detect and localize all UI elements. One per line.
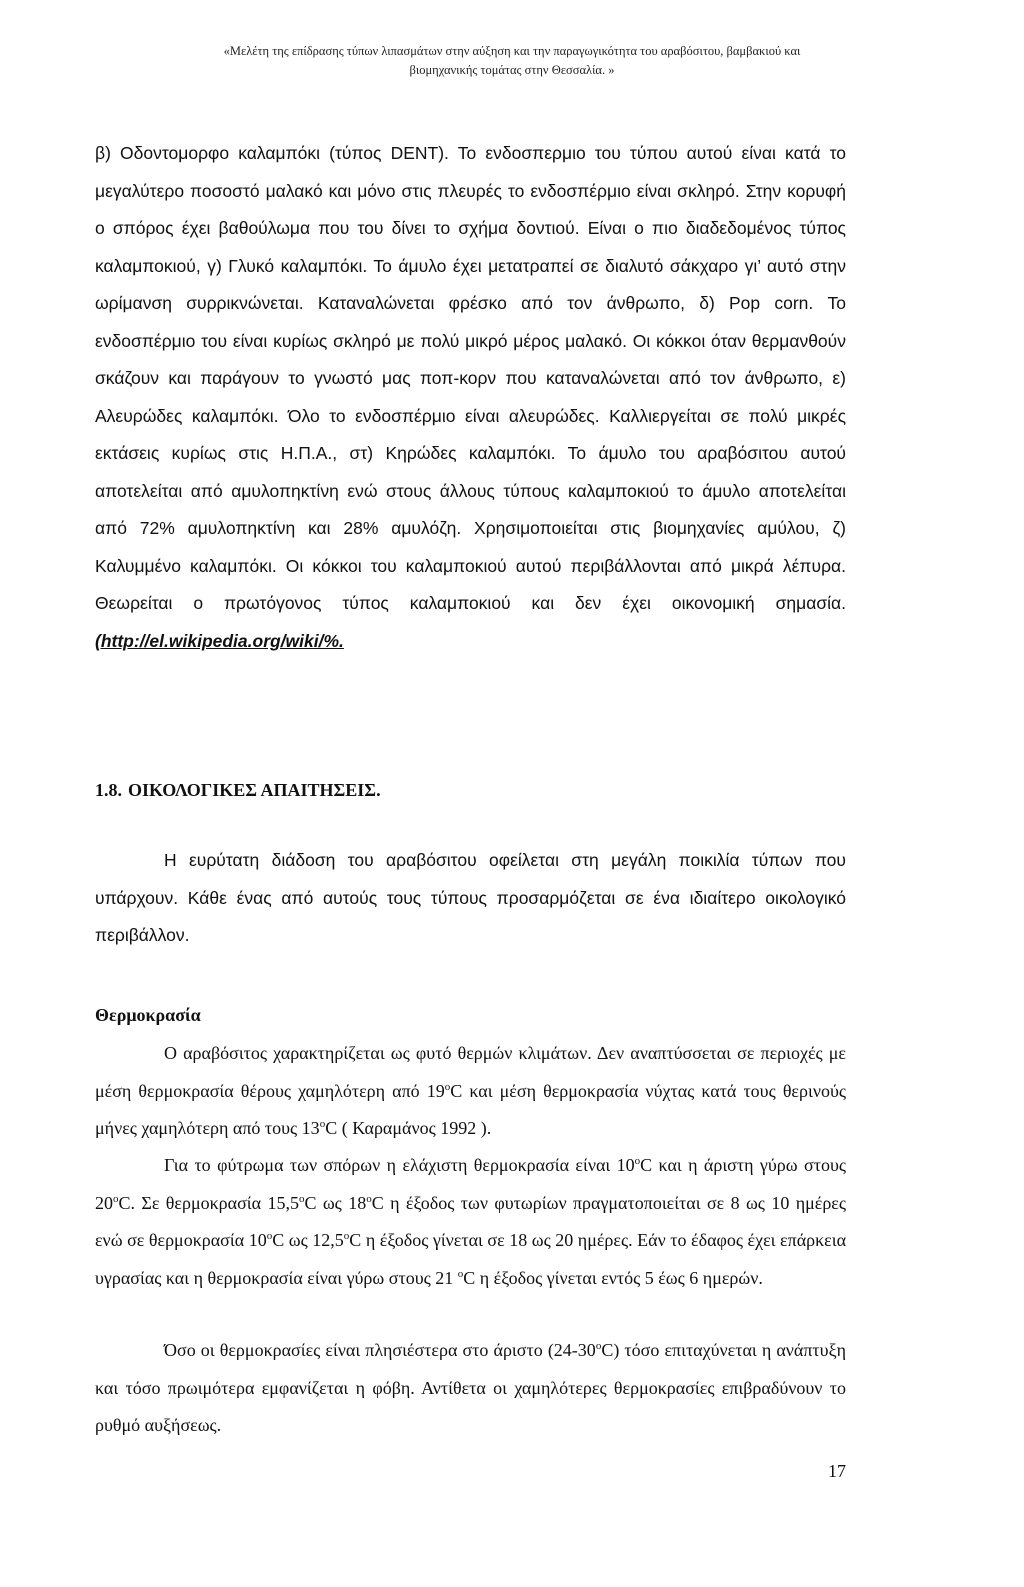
paragraph-maize-types bbox=[95, 135, 846, 660]
header-line-2: βιομηχανικής τομάτας στην Θεσσαλία. » bbox=[409, 63, 615, 77]
degree-mark: o bbox=[595, 1340, 602, 1352]
paragraph-distribution bbox=[95, 842, 846, 955]
degree-mark: o bbox=[457, 1267, 464, 1280]
page-number: 17 bbox=[828, 1461, 846, 1481]
degree-mark: o bbox=[298, 1192, 305, 1205]
degree-mark: o bbox=[634, 1155, 641, 1167]
paragraph-germination: Για το φύτρωμα των σπόρων η ελάχιστη θερμοκρασία είναι 10$^o$C και η άριστη γύρω στους 20$^o$C. Σε θερμοκρασία 15,5$^o$C ως 18$^o$C η έξοδος των φυτωρίων πραγματοποιείται σε 8 ως 10 ημέρες ενώ σε θερμοκρασία 10$^o$C ως 12,5$^o$C η έξοδος γίνεται σε 18 ως 20 ημέρες. Εάν το έδαφος έχει επάρκεια υγρασίας και η θερμοκρασία είναι γύρω στους 21 $^o$C η έξοδος γίνεται εντός 5 έως 6 ημερών. bbox=[95, 1155, 847, 1288]
degree-mark: o bbox=[366, 1192, 372, 1205]
section-heading bbox=[95, 778, 387, 802]
wikipedia-link[interactable]: (http://el.wikipedia.org/wiki/%. bbox=[95, 630, 344, 651]
header-line-1: «Μελέτη της επίδρασης τύπων λιπασμάτων στην αύξηση και την παραγωγικότητα του αραβόσιτου, βαμβακιού και bbox=[223, 44, 801, 58]
section-title: ΟΙΚΟΛΟΓΙΚΕΣ ΑΠΑΙΤΗΣΕΙΣ. bbox=[128, 780, 381, 800]
degree-mark: o bbox=[113, 1192, 119, 1205]
degree-mark: o bbox=[266, 1230, 273, 1242]
paragraph-maize-types-text: β) Οδοντομορφο καλαμπόκι (τύπος DENT). Το ενδοσπερμιο του τύπου αυτού είναι κατά το μεγαλύτερο ποσοστό μαλακό και μόνο στις πλευρές το ενδοσπέρμιο είναι σκληρό. Στην κορυφή ο σπόρος έχει βαθούλωμα που του δίνει το σχήμα δοντιού. Είναι ο πιο διαδεδομένος τύπος καλαμποκιού, γ) Γλυκό καλαμπόκι. Το άμυλο έχει μετατραπεί σε διαλυτό σάκχαρο γι’ αυτό στην ωρίμανση συρρικνώνεται. Καταναλώνεται φρέσκο από τον άνθρωπο, δ) Pop corn. Το ενδοσπέρμιο του είναι κυρίως σκληρό με πολύ μικρό μέρος μαλακό. Οι κόκκοι όταν θερμανθούν σκάζουν και παράγουν το γνωστό μας ποπ-κορν που καταναλώνεται από τον άνθρωπο, ε) Αλευρώδες καλαμπόκι. Όλο το ενδοσπέρμιο είναι αλευρώδες. Καλλιεργείται σε πολύ μικρές εκτάσεις κυρίως στις Η.Π.Α., στ) Κηρώδες καλαμπόκι. Το άμυλο του αραβόσιτου αυτού αποτελείται από αμυλοπηκτίνη ενώ στους άλλους τύπους καλαμποκιού το άμυλο αποτελείται από 72% αμυλοπηκτίνη και 28% αμυλόζη. Χρησιμοποιείται στις βιομηχανίες αμύλου, ζ) Καλυμμένο καλαμπόκι. Οι κόκκοι του καλαμποκιού αυτού περιβάλλονται από μικρά λέπυρα. Θεωρείται ο πρωτόγονος τύπος καλαμποκιού και δεν έχει οικονομική σημασία. bbox=[95, 143, 846, 613]
degree-mark: o bbox=[343, 1230, 350, 1242]
section-number: 1.8. bbox=[95, 780, 122, 800]
degree-mark: o bbox=[319, 1118, 326, 1130]
paragraph-climate: Ο αραβόσιτος χαρακτηρίζεται ως φυτό θερμών κλιμάτων. Δεν αναπτύσσεται σε περιοχές με μέση θερμοκρασία θέρους χαμηλότερη από 19$^o$C και μέση θερμοκρασία νύχτας κατά τους θερινούς μήνες χαμηλότερη από τους 13$^o$C ( Καραμάνος 1992 ). bbox=[95, 1043, 846, 1138]
running-header bbox=[120, 42, 904, 80]
paragraph-distribution-text: Η ευρύτατη διάδοση του αραβόσιτου οφείλεται στη μεγάλη ποικιλία τύπων που υπάρχουν. Κάθε ένας από αυτούς τους τύπους προσαρμόζεται σε ένα ιδιαίτερο οικολογικό περιβάλλον. bbox=[95, 850, 846, 945]
paragraph-optimum: Όσο οι θερμοκρασίες είναι πλησιέστερα στο άριστο (24-30$^o$C) τόσο επιταχύνεται η ανάπτυξη και τόσο πρωιμότερα εμφανίζεται η φόβη. Αντίθετα οι χαμηλότερες θερμοκρασίες επιβραδύνουν το ρυθμό αυξήσεως. bbox=[95, 1340, 847, 1435]
degree-mark: o bbox=[444, 1080, 451, 1093]
subheading-temperature: Θερμοκρασία bbox=[95, 1005, 201, 1025]
